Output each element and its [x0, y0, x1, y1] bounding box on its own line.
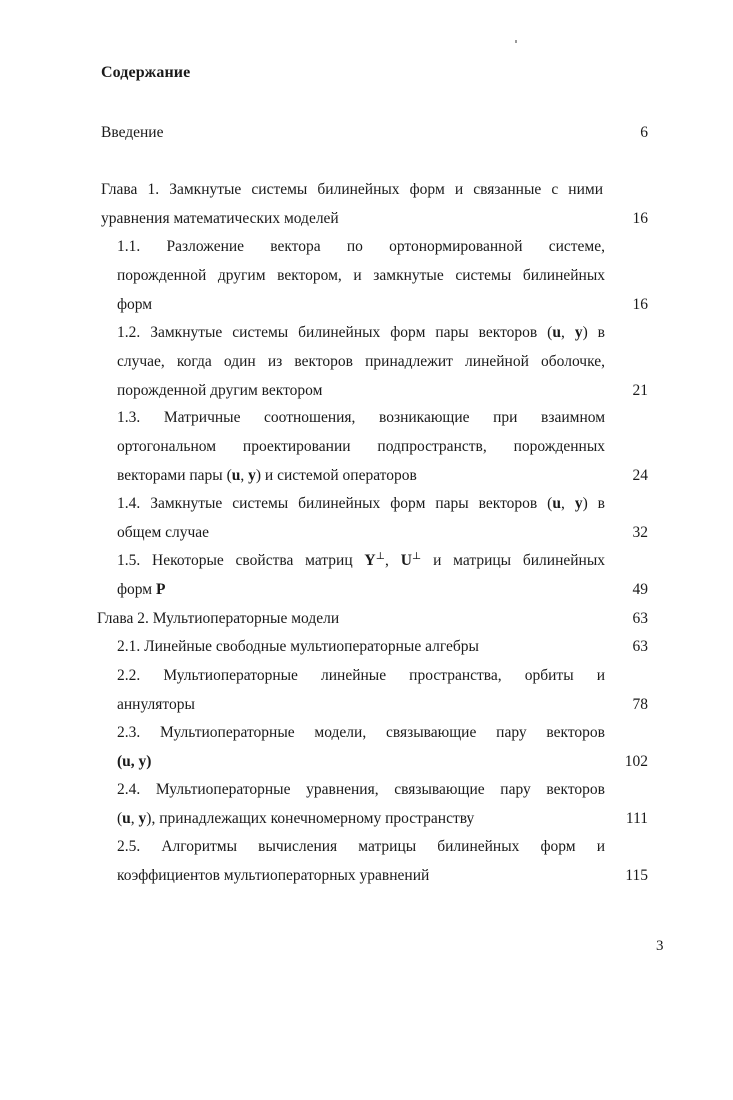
toc-entry-line: 1.4. Замкнутые системы билинейных форм пары векторов (u, y) в	[117, 495, 606, 512]
toc-entry-chapter-1[interactable]	[101, 175, 648, 233]
toc-entry-line: форм 16	[117, 290, 648, 319]
toc-heading: Содержание	[101, 64, 191, 81]
toc-entry-section-2-4[interactable]	[117, 775, 648, 833]
page-number: 3	[656, 938, 664, 954]
toc-entry-chapter-2[interactable]	[97, 604, 648, 633]
toc-entry-line: порожденной другим вектором, и замкнутые системы билинейных	[117, 267, 605, 284]
toc-entry-line: порожденной другим вектором 21	[117, 376, 648, 405]
toc-entry-line: 2.4. Мультиоператорные уравнения, связывающие пару векторов	[117, 781, 605, 798]
toc-entry-section-2-1[interactable]	[117, 632, 648, 661]
toc-entry-line: 1.5. Некоторые свойства матриц Y⊥, U⊥ и матрицы билинейных	[117, 551, 605, 569]
toc-page-number: 16	[632, 296, 648, 313]
toc-entry-line: Глава 1. Замкнутые системы билинейных форм и связанные с ними	[101, 181, 603, 198]
toc-entry-section-1-3[interactable]	[117, 403, 648, 490]
toc-page-number: 49	[632, 581, 648, 598]
toc-page-number: 63	[632, 638, 648, 655]
toc-entry-line: (u, y), принадлежащих конечномерному пространству 111	[117, 804, 648, 833]
toc-entry-intro[interactable]	[101, 118, 648, 147]
toc-page-number: 6	[640, 124, 648, 141]
toc-entry-title: Введение	[101, 124, 164, 141]
toc-entry-title: Глава 2. Мультиоператорные модели	[97, 610, 340, 627]
toc-entry-line: 1.2. Замкнутые системы билинейных форм пары векторов (u, y) в	[117, 324, 606, 341]
toc-entry-section-1-1[interactable]	[117, 232, 648, 319]
toc-entry-line: 1.1. Разложение вектора по ортонормированной системе,	[117, 238, 605, 255]
toc-entry-line: случае, когда один из векторов принадлежит линейной оболочке,	[117, 353, 605, 370]
toc-entry-section-1-5[interactable]	[117, 546, 648, 604]
toc-entry-line: 2.2. Мультиоператорные линейные пространства, орбиты и	[117, 667, 605, 684]
toc-page-number: 21	[632, 382, 648, 399]
toc-entry-section-2-5[interactable]	[117, 832, 648, 890]
toc-page-number: 111	[625, 810, 648, 827]
toc-entry-line: 2.5. Алгоритмы вычисления матрицы билинейных форм и	[117, 838, 605, 855]
toc-page-number: 63	[632, 610, 648, 627]
toc-entry-section-2-3[interactable]	[117, 718, 648, 776]
toc-entry-line: аннуляторы 78	[117, 690, 648, 719]
scan-speck	[515, 40, 517, 43]
toc-entry-section-1-2[interactable]	[117, 318, 648, 405]
toc-page-number: 102	[624, 753, 648, 770]
toc-entry-section-2-2[interactable]	[117, 661, 648, 719]
toc-page-number: 32	[632, 524, 648, 541]
toc-entry-line: уравнения математических моделей 16	[101, 204, 648, 233]
toc-entry-line: 2.3. Мультиоператорные модели, связывающие пару векторов	[117, 724, 605, 741]
toc-entry-line: (u, y) 102	[117, 747, 648, 776]
toc-entry-line: векторами пары (u, y) и системой операторов 24	[117, 461, 648, 490]
toc-page-number: 24	[632, 467, 648, 484]
toc-page-number: 115	[625, 867, 648, 884]
toc-entry-title: 2.1. Линейные свободные мультиоператорные алгебры	[117, 638, 479, 655]
toc-entry-section-1-4[interactable]	[117, 489, 648, 547]
toc-entry-line: форм P 49	[117, 575, 648, 604]
toc-page-number: 78	[632, 696, 648, 713]
toc-entry-line: коэффициентов мультиоператорных уравнений 115	[117, 861, 648, 890]
toc-page-number: 16	[632, 210, 648, 227]
toc-entry-line: ортогональном проектировании подпространств, порожденных	[117, 438, 605, 455]
toc-entry-line: 1.3. Матричные соотношения, возникающие при взаимном	[117, 409, 605, 426]
toc-entry-line: общем случае 32	[117, 518, 648, 547]
